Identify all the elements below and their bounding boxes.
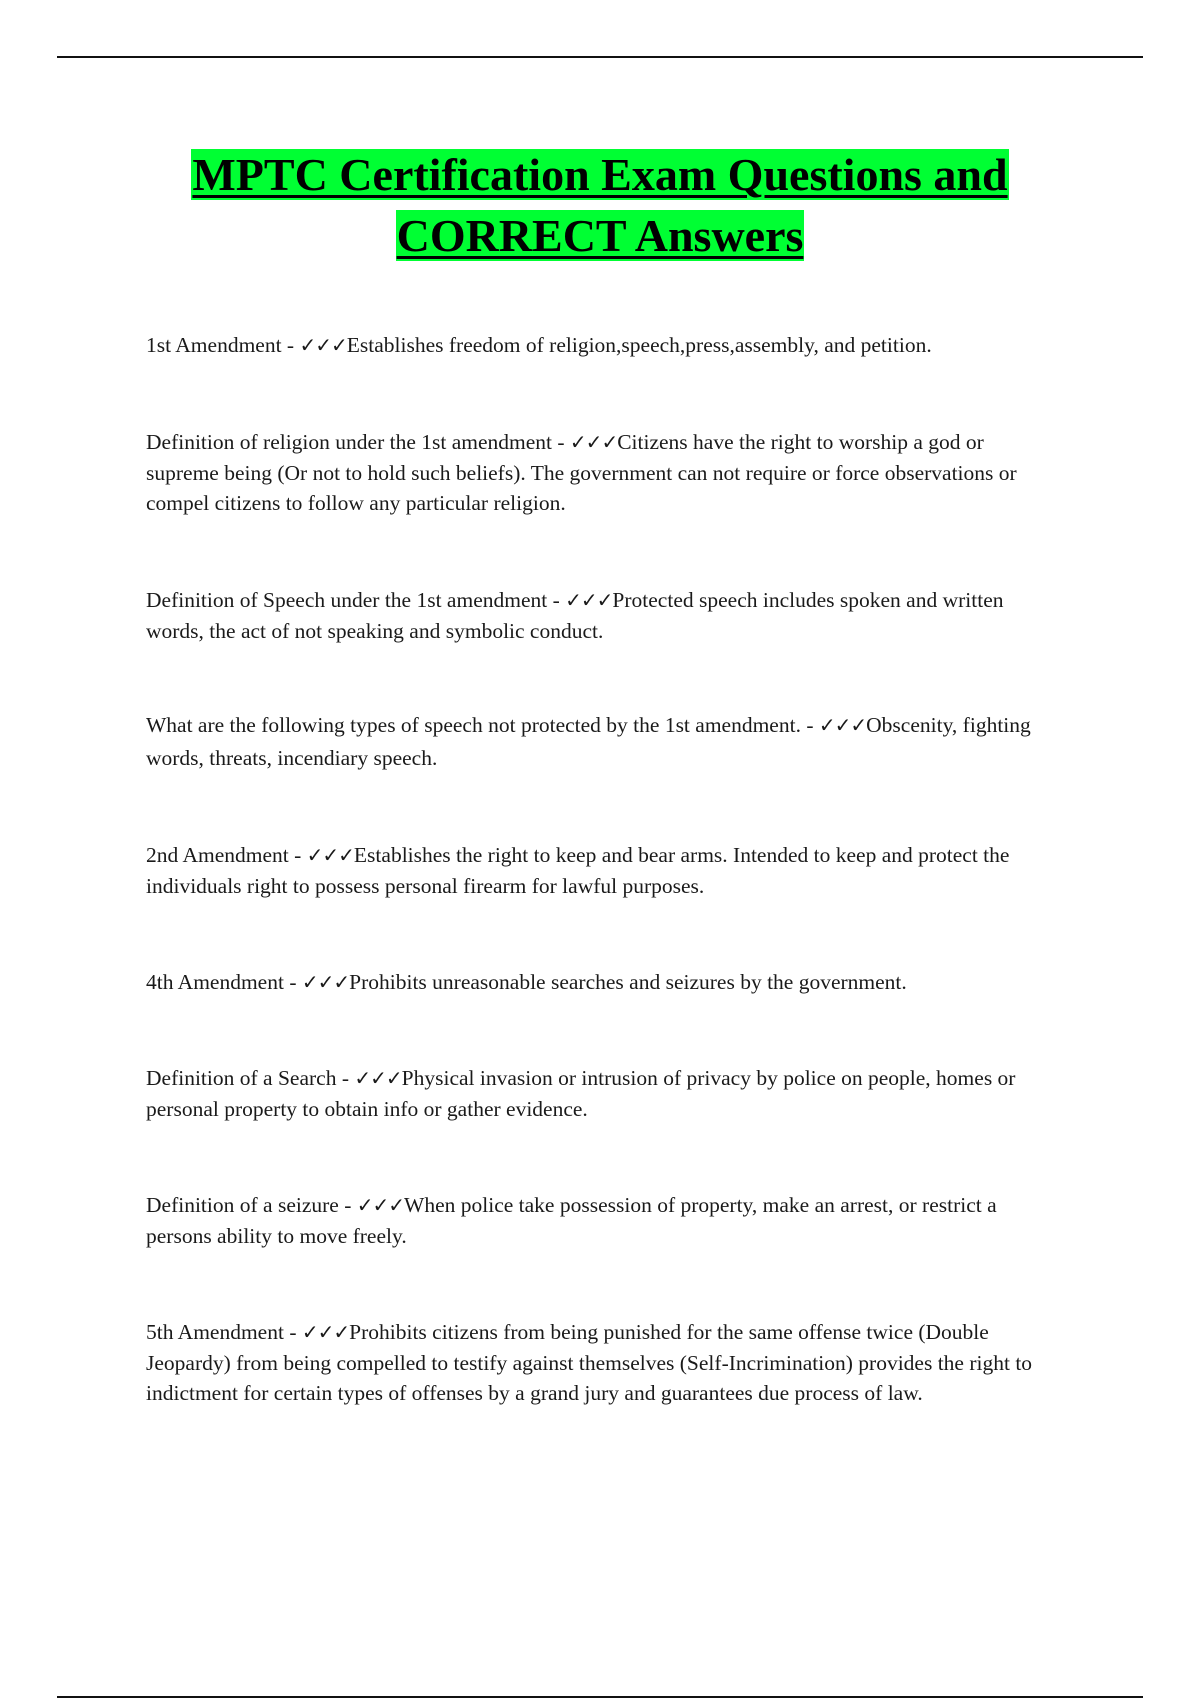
qa-item-seizure xyxy=(146,1190,1046,1251)
question-text: 1st Amendment - xyxy=(146,333,300,357)
title-line-1: MPTC Certification Exam Questions and xyxy=(192,149,1008,200)
qa-item-search xyxy=(146,1063,1046,1124)
question-text: 5th Amendment - xyxy=(146,1320,302,1344)
qa-item-4th-amendment xyxy=(146,967,1046,998)
qa-item-religion xyxy=(146,427,1046,519)
answer-text: When police take possession of property, make an arrest, or restrict a persons ability to move freely. xyxy=(146,1193,997,1248)
qa-item-2nd-amendment xyxy=(146,840,1046,901)
check-marks-icon: ✓✓✓ xyxy=(818,713,867,737)
answer-text: Establishes freedom of religion,speech,press,assembly, and petition. xyxy=(346,333,932,357)
document-title xyxy=(0,144,1200,266)
answer-text: Prohibits unreasonable searches and seizures by the government. xyxy=(349,970,907,994)
question-text: 4th Amendment - xyxy=(146,970,302,994)
check-marks-icon: ✓✓✓ xyxy=(565,588,613,612)
answer-text: Protected speech includes spoken and written words, the act of not speaking and symbolic conduct. xyxy=(146,588,1004,643)
answer-text: Prohibits citizens from being punished for the same offense twice (Double Jeopardy) from being compelled to testify against themselves (Self-Incrimination) provides the right to indictment for certain types of offenses by a grand jury and guarantees due process of law. xyxy=(146,1320,1033,1405)
answer-text: Citizens have the right to worship a god or supreme being (Or not to hold such beliefs). The government can not require or force observations or compel citizens to follow any particular religion. xyxy=(146,430,1017,515)
check-marks-icon: ✓✓✓ xyxy=(301,970,350,994)
check-marks-icon: ✓✓✓ xyxy=(299,333,347,357)
qa-item-speech xyxy=(146,585,1046,646)
qa-item-unprotected-speech xyxy=(146,709,1046,775)
question-text: What are the following types of speech not protected by the 1st amendment. - xyxy=(146,713,819,737)
answer-text: Obscenity, fighting words, threats, incendiary speech. xyxy=(146,713,1031,770)
check-marks-icon: ✓✓✓ xyxy=(356,1193,405,1217)
check-marks-icon: ✓✓✓ xyxy=(354,1066,402,1090)
qa-item-5th-amendment xyxy=(146,1317,1046,1409)
check-marks-icon: ✓✓✓ xyxy=(569,430,618,454)
question-text: Definition of Speech under the 1st amendment - xyxy=(146,588,566,612)
check-marks-icon: ✓✓✓ xyxy=(301,1320,350,1344)
question-text: Definition of a seizure - xyxy=(146,1193,357,1217)
question-text: Definition of religion under the 1st amendment - xyxy=(146,430,570,454)
answer-text: Physical invasion or intrusion of privacy by police on people, homes or personal property to obtain info or gather evidence. xyxy=(146,1066,1016,1121)
question-text: Definition of a Search - xyxy=(146,1066,355,1090)
qa-item-1st-amendment xyxy=(146,330,1046,361)
answer-text: Establishes the right to keep and bear arms. Intended to keep and protect the individuals right to possess personal firearm for lawful purposes. xyxy=(146,843,1010,898)
bottom-rule xyxy=(57,1696,1143,1698)
check-marks-icon: ✓✓✓ xyxy=(306,843,354,867)
question-text: 2nd Amendment - xyxy=(146,843,307,867)
top-rule xyxy=(57,56,1143,58)
title-line-2: CORRECT Answers xyxy=(396,210,804,261)
